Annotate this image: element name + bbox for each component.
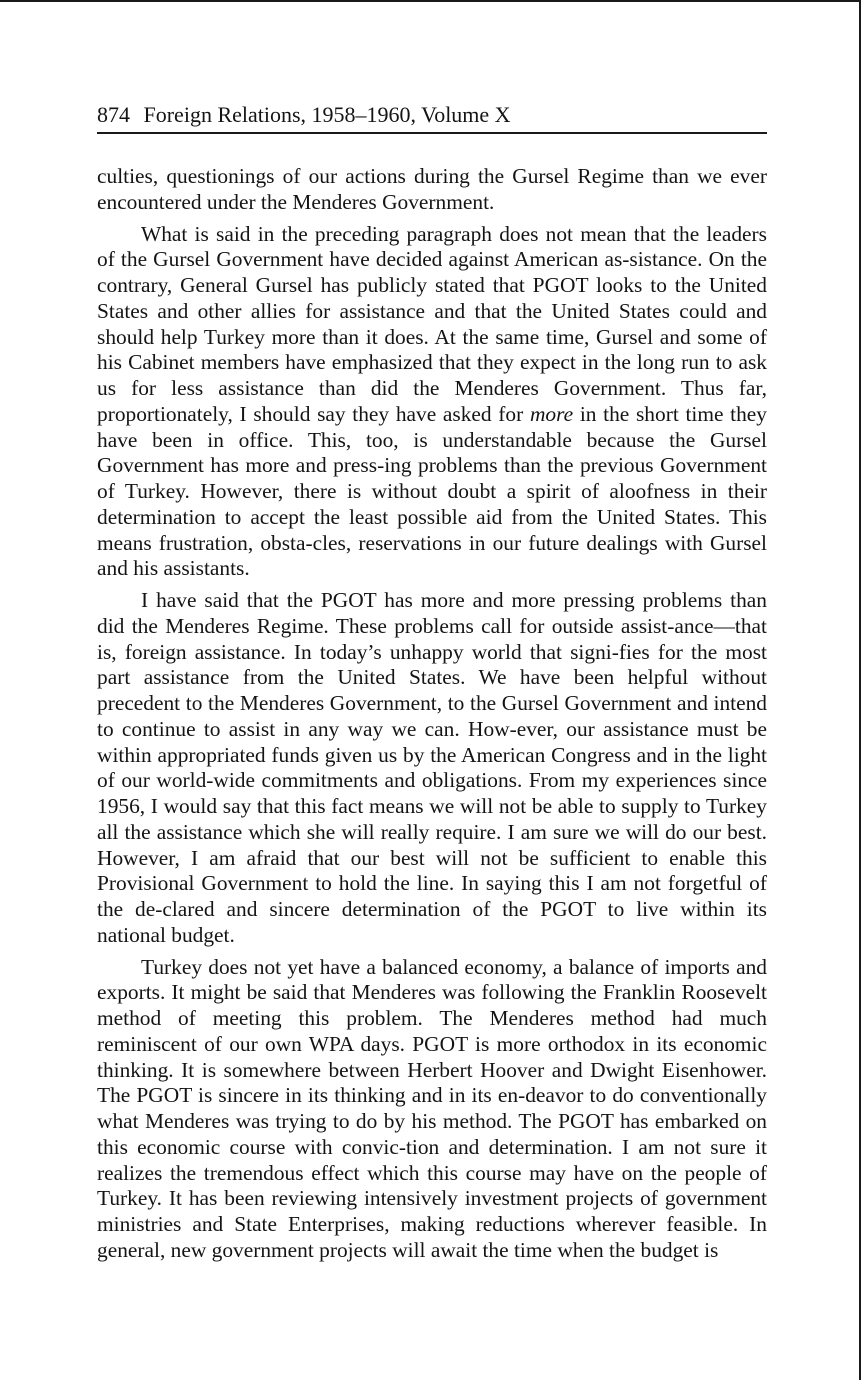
italic-emphasis: more [529, 401, 574, 426]
page-top-border [0, 0, 861, 2]
paragraph-continued: culties, questionings of our actions during the Gursel Regime than we ever encountered under the Menderes Government. [97, 164, 767, 214]
paragraph [97, 222, 767, 583]
running-title: Foreign Relations, 1958–1960, Volume X [143, 102, 511, 127]
page-number: 874 [97, 102, 130, 127]
running-header [97, 102, 767, 134]
paragraph-text: What is said in the preceding paragraph does not mean that the leaders of the Gursel Government have decided against American as-sistance. On the contrary, General Gursel has publicly stated that PGOT looks to the United States and other allies for assistance and that the United States could and should help Turkey more than it does. At the same time, Gursel and some of his Cabinet members have emphasized that they expect in the long run to ask us for less assistance than did the Menderes Government. Thus far, proportionately, I should say they have asked for [97, 221, 767, 426]
paragraph-text: in the short time they have been in office. This, too, is understandable because the Gursel Government has more and press-ing problems than the previous Government of Turkey. However, there is without doubt a spirit of aloofness in their determination to accept the least possible aid from the United States. This means frustration, obsta-cles, reservations in our future dealings with Gursel and his assistants. [97, 401, 767, 581]
document-body [97, 164, 767, 1264]
paragraph: Turkey does not yet have a balanced economy, a balance of imports and exports. It might be said that Menderes was following the Franklin Roosevelt method of meeting this problem. The Menderes method had much reminiscent of our own WPA days. PGOT is more orthodox in its economic thinking. It is somewhere between Herbert Hoover and Dwight Eisenhower. The PGOT is sincere in its thinking and in its en-deavor to do conventionally what Menderes was trying to do by his method. The PGOT has embarked on this economic course with convic-tion and determination. I am not sure it realizes the tremendous effect which this course may have on the people of Turkey. It has been reviewing intensively investment projects of government ministries and State Enterprises, making reductions wherever feasible. In general, new government projects will await the time when the budget is [97, 954, 767, 1262]
paragraph: I have said that the PGOT has more and more pressing problems than did the Menderes Regime. These problems call for outside assist-ance—that is, foreign assistance. In today’s unhappy world that signi-fies for the most part assistance from the United States. We have been helpful without precedent to the Menderes Government, to the Gursel Government and intend to continue to assist in any way we can. How-ever, our assistance must be within appropriated funds given us by the American Congress and in the light of our world-wide commitments and obligations. From my experiences since 1956, I would say that this fact means we will not be able to supply to Turkey all the assistance which she will really require. I am sure we will do our best. However, I am afraid that our best will not be sufficient to enable this Provisional Government to hold the line. In saying this I am not forgetful of the de-clared and sincere determination of the PGOT to live within its national budget. [97, 588, 767, 947]
